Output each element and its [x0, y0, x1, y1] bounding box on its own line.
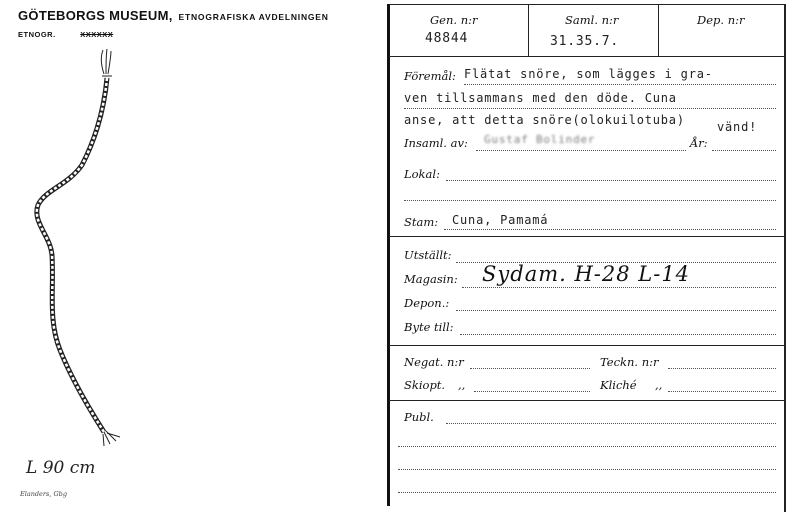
cord-bottom-fray [103, 431, 120, 446]
insaml-label: Insaml. av: [404, 136, 468, 150]
publ-rule-1 [446, 423, 776, 424]
teckn-label: Teckn. n:r [600, 355, 659, 369]
dep-label: Dep. n:r [697, 13, 745, 27]
gen-value: 48844 [425, 31, 469, 46]
teckn-rule [668, 368, 776, 369]
section-divider-1 [389, 236, 785, 237]
foremal-line-2-rule [404, 108, 776, 109]
negat-rule [470, 368, 590, 369]
depon-label: Depon.: [404, 296, 450, 310]
kliche-label: Kliché [600, 378, 637, 392]
foremal-line-1: Flätat snöre, som lägges i gra- [464, 67, 713, 81]
lokal-rule-2 [404, 200, 776, 201]
cord-top-fray [101, 49, 112, 76]
lokal-label: Lokal: [404, 167, 440, 181]
foremal-line-2: ven tillsammans med den döde. Cuna [404, 91, 677, 105]
stam-value: Cuna, Pamamá [452, 213, 549, 227]
skiopt-rule [474, 391, 590, 392]
header-row-divider [389, 56, 785, 57]
kliche-ditto: ,, [655, 378, 663, 392]
publ-rule-4 [398, 492, 776, 493]
saml-value: 31.35.7. [550, 34, 620, 49]
printer-credit: Elanders, Gbg [20, 490, 67, 498]
stam-label: Stam: [404, 215, 439, 229]
foremal-label: Föremål: [404, 69, 456, 83]
byte-label: Byte till: [404, 320, 454, 334]
museum-name: GÖTEBORGS MUSEUM, [18, 8, 173, 23]
saml-label: Saml. n:r [565, 13, 619, 27]
department-name: ETNOGRAFISKA AVDELNINGEN [178, 12, 329, 22]
magasin-value: Sydam. H-28 L-14 [482, 262, 691, 286]
stam-rule [444, 229, 776, 230]
section-divider-2 [389, 345, 785, 346]
etnogr-label: ETNOGR. [18, 30, 56, 39]
ar-label: År: [690, 136, 708, 150]
struck-text: XXXXXX [80, 30, 114, 39]
negat-label: Negat. n:r [404, 355, 464, 369]
column-separator-1 [528, 4, 529, 56]
length-note: L 90 cm [26, 458, 96, 478]
skiopt-label: Skiopt. [404, 378, 446, 392]
vand-note: vänd! [717, 120, 758, 134]
skiopt-ditto: ,, [458, 378, 466, 392]
magasin-label: Magasin: [404, 272, 458, 286]
kliche-rule [668, 391, 776, 392]
foremal-line-3: anse, att detta snöre(olokuilotuba) [404, 113, 685, 127]
foremal-line-1-rule [464, 84, 776, 85]
insaml-value: Gustaf Bolinder [484, 133, 596, 146]
card-left-border [387, 4, 390, 506]
publ-rule-3 [398, 469, 776, 470]
byte-rule [460, 334, 776, 335]
publ-rule-2 [398, 446, 776, 447]
magasin-rule [462, 287, 776, 288]
section-divider-3 [389, 400, 785, 401]
utstallt-label: Utställt: [404, 248, 452, 262]
column-separator-2 [658, 4, 659, 56]
gen-label: Gen. n:r [430, 13, 478, 27]
insaml-rule [476, 150, 686, 151]
depon-rule [456, 310, 776, 311]
lokal-rule [446, 180, 776, 181]
publ-label: Publ. [404, 410, 434, 424]
ar-rule [712, 150, 776, 151]
braided-cord-drawing [0, 0, 380, 520]
card-right-border [784, 4, 786, 512]
card-top-border [389, 4, 785, 5]
